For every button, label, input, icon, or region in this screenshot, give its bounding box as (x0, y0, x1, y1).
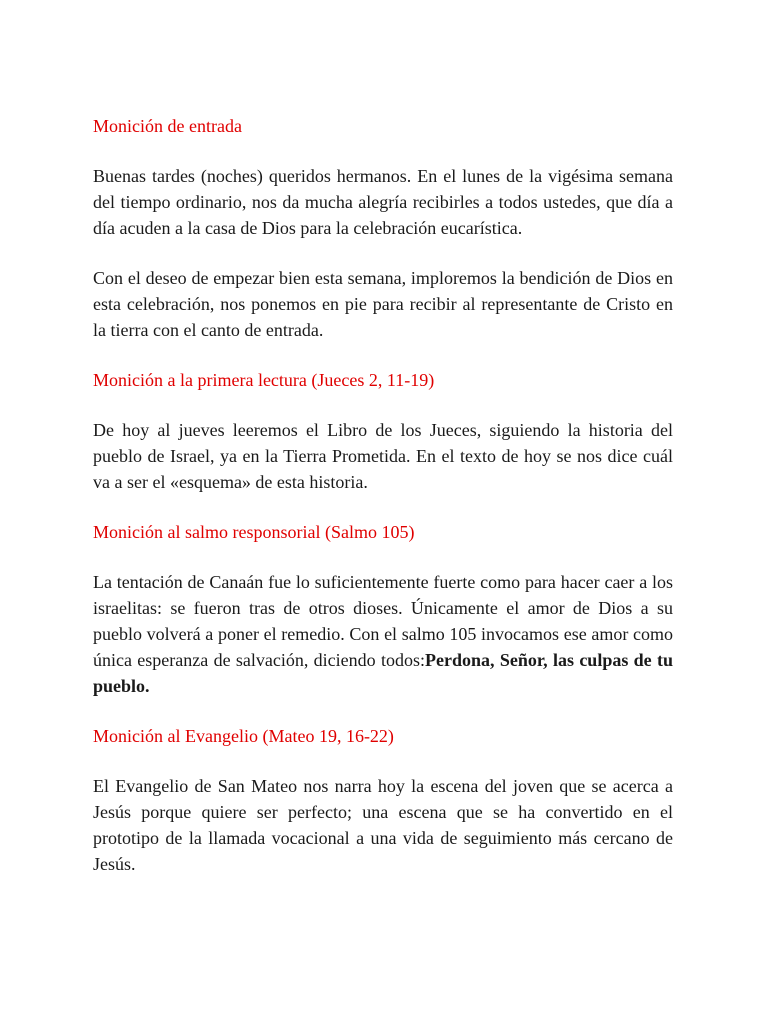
document-page (93, 113, 673, 901)
section-heading-evangelio: Monición al Evangelio (Mateo 19, 16-22) (93, 726, 394, 746)
paragraph-salmo (93, 569, 673, 699)
section-heading-salmo: Monición al salmo responsorial (Salmo 105) (93, 522, 415, 542)
paragraph: El Evangelio de San Mateo nos narra hoy la escena del joven que se acerca a Jesús porque quiere ser perfecto; una escena que se ha convertido en el prototipo de la llamada vocacional a una vida de seguimiento más cercano de Jesús. (93, 776, 673, 874)
section-heading-primera-lectura: Monición a la primera lectura (Jueces 2, 11-19) (93, 370, 435, 390)
section-heading-entrada: Monición de entrada (93, 116, 242, 136)
paragraph-text: La tentación de Canaán fue lo suficientemente fuerte como para hacer caer a los israelitas: se fueron tras de otros dioses. Únicamente el amor de Dios a su pueblo volverá a poner el remedio. Con el salmo 105 invocamos ese amor como única esperanza de salvación, diciendo todos: (93, 572, 673, 670)
paragraph: Buenas tardes (noches) queridos hermanos. En el lunes de la vigésima semana del tiempo ordinario, nos da mucha alegría recibirles a todos ustedes, que día a día acuden a la casa de Dios para la celebración eucarística. (93, 166, 673, 238)
paragraph: Con el deseo de empezar bien esta semana, imploremos la bendición de Dios en esta celebración, nos ponemos en pie para recibir al representante de Cristo en la tierra con el canto de entrada. (93, 268, 673, 340)
psalm-response: Perdona, Señor, las culpas de tu pueblo. (93, 650, 673, 696)
paragraph: De hoy al jueves leeremos el Libro de los Jueces, siguiendo la historia del pueblo de Israel, ya en la Tierra Prometida. En el texto de hoy se nos dice cuál va a ser el «esquema» de esta historia. (93, 420, 673, 492)
